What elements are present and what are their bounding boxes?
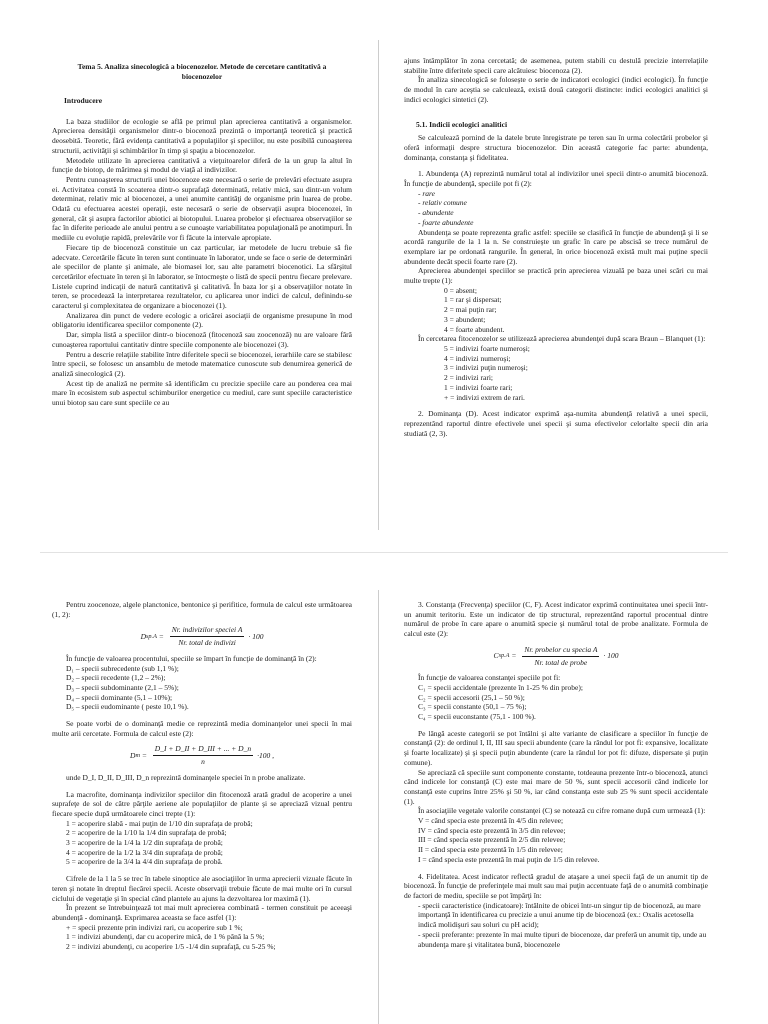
column-divider-top bbox=[378, 40, 379, 530]
intro-paragraph: Fiecare tip de biocenoză constituie un caz particular, iar metodele de lucru trebuie să fie adecvate. Cercetările făcute în teren sunt continuate în laborator, unde se face o serie de determinări ale speciilor de plante şi animale, ale biomasei lor, sau alte parametri biocenotici. La sfârşitul cercetărilor efectuate în teren şi în laborator, se întocmeşte o listă de specii pentru fiecare prelevare. Listele cuprind indicaţii de natură cantitativă şi calitativă. În baza lor şi a observaţiilor notate în teren, se procedează la interpretarea rezultatelor, cu aplicarea unor indici de calcul, definindu-se caracterul şi complexitatea de organizare a biocenozei (1). bbox=[52, 242, 352, 311]
fidelity-item: - specii caracteristice (indicatoare): întâlnite de obicei într-un singur tip de biocenoză, au mare importanţă în identificarea cu precizie a unui anume tip de biocenoză (ex.: Oxalis acetosella indică molidişuri sau soluri cu pH acid); bbox=[418, 900, 701, 930]
page-4 bbox=[404, 600, 708, 1024]
formula-factor: · 100 bbox=[248, 631, 264, 641]
roman-intro: În asociaţiile vegetale valorile constanţei (C) se notează cu cifre romane după cum urmează (1): bbox=[418, 806, 706, 816]
scale-item: 5 = indivizi foarte numeroşi; bbox=[444, 343, 530, 353]
abundance-heading: 1. Abundenţa (A) reprezintă numărul total al indivizilor unei specii dintr-o anumită biocenoză. În funcţie de abundenţă, speciile pot fi (2): bbox=[404, 169, 708, 189]
formula-lhs: D bbox=[140, 631, 146, 641]
scale-item: 1 = rar şi dispersat; bbox=[444, 295, 502, 305]
combined-paragraph: În prezent se întrebuinţează tot mai mult aprecierea combinată - termen constituit pe aceeaşi abundenţă - dominanţă. Exprimarea aceasta se face astfel (1): bbox=[52, 903, 352, 922]
dominance-class: D₂ – specii recedente (1,2 – 2%); bbox=[66, 673, 166, 683]
constancy-heading: 3. Constanţa (Frecvenţa) speciilor (C, F). Acest indicator exprimă continuitatea unei specii într-un anumit teritoriu. Este un indicator de tip structural, reprezentând raportul procentual dintre numărul de probe în care apare o anumită specie şi numărul total de probe analizate. Formula de calcul este (2): bbox=[404, 600, 708, 639]
abundance-class: - relativ comune bbox=[418, 198, 467, 208]
roman-scale-item: IV = când specia este prezentă în 3/5 din relevee; bbox=[418, 825, 566, 835]
formula-lhs-sub: sp.A bbox=[145, 632, 157, 640]
page-3 bbox=[52, 600, 352, 1024]
formula-numerator: Nr. probelor cu specia A bbox=[522, 645, 599, 657]
intro-paragraph: Pentru a descrie relaţiile stabilite între diferitele specii se biocenozei, ierarhiile care se stabilesc între specii, se folosesc un ansamblu de metode matematice cunoscute sub denumirea generică de analiză sinecologică (2). bbox=[52, 349, 352, 378]
scale-item: 3 = indivizi puţin numeroşi; bbox=[444, 363, 528, 373]
formula-denominator: Nr. total de probe bbox=[534, 657, 588, 667]
dominance-class: D₃ – specii subdominante (2,1 – 5%); bbox=[66, 682, 179, 692]
classes-intro: În funcţie de valoarea procentului, speciile se împart în funcţie de dominanţă în (2): bbox=[66, 653, 317, 663]
formula-denominator: n bbox=[201, 757, 205, 767]
scale-item: 2 = indivizi rari; bbox=[444, 373, 494, 383]
intro-paragraph: Metodele utilizate în aprecierea cantitativă a vieţuitoarelor diferă de la un grup la altul în funcţie de biotop, de mărimea şi modul de viaţă al indivizilor. bbox=[52, 155, 352, 175]
intro-paragraph: Dar, simpla listă a speciilor dintr-o biocenoză (fitocenoză sau zoocenoză) nu are valoare fără cunoaşterea raportului cantitativ dintre speciile componente ale biocenozei (3). bbox=[52, 330, 352, 349]
mean-dominance-formula: D m = $\frac{\text{D\_I + D\_II + D\_III + ... + D\_n}}{n}$ ·100 , bbox=[130, 744, 274, 767]
formula-numerator: Nr. indivizilor speciei A bbox=[170, 625, 245, 637]
abundance-graph-paragraph: Abundenţa se poate reprezenta grafic astfel: speciile se clasifică în funcţie de abundenţă şi li se acordă rangurile de la 1 la n. Se construieşte un grafic în care pe abscisă se trece numărul de exemplare iar pe ordonată rangurile. În general, în orice biocenoză există mult mai puţine specii abundente decât specii foarte rare (2). bbox=[404, 227, 708, 266]
scale-item: 3 = abundent; bbox=[444, 314, 486, 324]
formula-lhs-sub: m bbox=[135, 751, 140, 759]
dominance-class: D₅ – specii eudominante ( peste 10,1 %). bbox=[66, 702, 189, 712]
formula-intro: Pentru zoocenoze, algele planctonice, bentonice şi perifitice, formula de calcul este următoarea (1, 2): bbox=[52, 600, 352, 619]
abundance-class: - foarte abundente bbox=[418, 217, 474, 227]
roman-scale-item: III = când specia este prezentă în 2/5 din relevee; bbox=[418, 835, 566, 845]
formula-factor: ·100 , bbox=[257, 750, 274, 760]
constancy-class: C₂ = specii accesorii (25,1 – 50 %); bbox=[418, 692, 525, 702]
indicators-paragraph: În analiza sinecologică se folosește o serie de indicatori ecologici (indici ecologici). În funcţie de modul în care aceştia se calculează, există două categorii distincte: indici ecologici analitici şi indici ecologici sintetici (2). bbox=[404, 75, 708, 104]
formula-numerator: D_I + D_II + D_III + ... + D_n bbox=[153, 744, 253, 756]
intro-paragraph: Acest tip de analiză ne permite să identificăm cu precizie speciile care au ponderea cea mai mare în ecosistem sub aspectul schimburilor energetice cu mediul, care sunt speciile caracteristice unui biotop sau care sunt speciile ce au bbox=[52, 378, 352, 408]
column-divider-bottom bbox=[378, 590, 379, 1024]
cover-scale-item: 3 = acoperire de la 1/4 la 1/2 din suprafaţa de probă; bbox=[66, 838, 223, 848]
abundance-scale-intro: Aprecierea abundenţei speciilor se practică prin aprecierea vizuală pe baza unei scări cu mai multe trepte (1): bbox=[404, 266, 708, 286]
intro-paragraph: La baza studiilor de ecologie se află pe primul plan aprecierea cantitativă a organismelor. Aprecierea densităţii organismelor dintr-o biocenoză prezintă o importanţă teoretică şi practică deosebită. Teoretic, fără evidenţa cantitativă a populaţiilor şi speciilor, nu este posibilă cunoaşterea structurii, activităţii şi schimbărilor în timp şi spaţiu a biocenozelor. bbox=[52, 116, 352, 155]
cover-scale-item: 5 = acoperire de la 3/4 la 4/4 din suprafaţa de probă. bbox=[66, 857, 223, 867]
formula-lhs: C bbox=[493, 651, 499, 661]
page-2 bbox=[404, 56, 708, 516]
roman-scale-item: II = când specia este prezentă în 1/5 din relevee; bbox=[418, 845, 563, 855]
roman-scale-item: V = când specia este prezentă în 4/5 din relevee; bbox=[418, 816, 564, 826]
constancy-intro: În funcţie de valoarea constanţei speciile pot fi: bbox=[418, 673, 561, 683]
intro-paragraph: Pentru cunoaşterea structurii unei biocenoze este necesară o serie de prelevări efectuate asupra ei. Activitatea constă în scoaterea dintr-o suprafaţă determinată, relativ mică, sau dintr-un volum determinat, relativ mic al biocenozei, a unei anumite cantităţi de organisme prin luarea de probe. Odată cu efectuarea acestei operaţii, este necesară o serie de observaţii asupra biocenozei, în general, cât şi asupra factorilor abiotici ai biotopului. Luarea probelor şi efectuarea observaţiilor se fac în diferite perioade ale anului pentru a se cunoaşte variabilitatea populaţională pe anotimpuri. În mediile cu evoluţie rapidă, prelevările vor fi făcute la intervale apropiate. bbox=[52, 174, 352, 243]
continued-paragraph: ajuns întâmplător în zona cercetată; de asemenea, putem stabili cu destulă precizie interrelaţiile stabilite între diferitele specii care alcătuiesc biocenoza (2). bbox=[404, 56, 708, 75]
dominance-class: D₁ – specii subrecedente (sub 1,1 %); bbox=[66, 663, 179, 673]
constancy-class: C₃ = specii constante (50,1 – 75 %); bbox=[418, 702, 527, 712]
scale-item: 4 = foarte abundent. bbox=[444, 324, 505, 334]
cover-scale-item: 2 = acoperire de la 1/10 la 1/4 din suprafaţa de probă; bbox=[66, 828, 227, 838]
combined-scale-item: + = specii prezente prin indivizi rari, cu acoperire sub 1 %; bbox=[66, 922, 243, 932]
dominance-class: D₄ – specii dominante (5,1 – 10%); bbox=[66, 692, 173, 702]
document-title: Tema 5. Analiza sinecologică a biocenozelor. Metode de cercetare cantitativă a biocenozelor bbox=[77, 62, 327, 81]
cover-scale-item: 4 = acoperire de la 1/2 la 3/4 din suprafaţa de probă; bbox=[66, 847, 223, 857]
dominance-heading: 2. Dominanţa (D). Acest indicator exprimă aşa-numita abundenţă relativă a unei specii, reprezentând raportul dintre efectivele unei specii şi suma efectivelor celorlalte specii din aria studiată (2, 3). bbox=[404, 409, 708, 438]
fidelity-item: - specii preferante: prezente în mai multe tipuri de biocenoze, dar preferă un anumit tip, unde au abundenţa mare şi vitalitatea bună, biocenozele bbox=[418, 929, 707, 949]
roman-scale-item: I = când specia este prezentă în mai puţin de 1/5 din relevee. bbox=[418, 854, 600, 864]
page-row-divider bbox=[40, 552, 728, 553]
constancy-class: C₄ = specii euconstante (75,1 - 100 %). bbox=[418, 712, 536, 722]
macrophytes-paragraph: La macrofite, dominanţa indivizilor speciilor din fitocenoză arată gradul de acoperire a unei suprafeţe de sol de către părţile aeriene ale populaţiilor de plante şi se apreciază vizual pentru fiecare specie după următoarele cinci trepte (1): bbox=[52, 789, 352, 818]
page-1 bbox=[52, 56, 352, 516]
braun-blanquet-intro: În cercetarea fitocenozelor se utilizează aprecierea abundenţei după scara Braun – Blanquet (1): bbox=[418, 334, 706, 344]
scale-item: 0 = absent; bbox=[444, 285, 477, 295]
intro-paragraph: Analizarea din punct de vedere ecologic a oricărei asociaţii de organisme presupune în mod obligatoriu identificarea speciilor componente (2). bbox=[52, 310, 352, 330]
formula-factor: · 100 bbox=[603, 651, 619, 661]
constancy-class: C₁ = specii accidentale (prezente în 1-25 % din probe); bbox=[418, 682, 583, 692]
combined-scale-item: 2 = indivizi abundenţi, cu acoperire 1/5 -1/4 din suprafaţă, cu 5-25 %; bbox=[66, 942, 276, 952]
constancy-formula: C sp.A = $\frac{\text{Nr. probelor cu specia A}}{\text{Nr. total de probe}}$ · 100 bbox=[493, 644, 619, 667]
mean-dominance-paragraph: Se poate vorbi de o dominanţă medie ce reprezintă media dominanţelor unei specii în mai multe arii cercetate. Formula de calcul este (2): bbox=[52, 719, 352, 738]
abundance-class: - rare bbox=[418, 188, 436, 198]
formula-denominator: Nr. total de indivizi bbox=[178, 638, 236, 648]
scale-item: 2 = mai puţin rar; bbox=[444, 305, 497, 315]
formula-lhs-sub: sp.A bbox=[498, 652, 510, 660]
scale-item: 4 = indivizi numeroşi; bbox=[444, 353, 511, 363]
combined-scale-item: 1 = indivizi abundenţi, dar cu acoperire mică, de 1 % până la 5 %; bbox=[66, 932, 265, 942]
formula-where: unde D_I, D_II, D_III, D_n reprezintă dominanţele speciei în n probe analizate. bbox=[66, 772, 306, 782]
scale-item: + = indivizi extrem de rari. bbox=[444, 392, 525, 402]
cover-scale-item: 1 = acoperire slabă - mai puţin de 1/10 din suprafaţa de probă; bbox=[66, 818, 253, 828]
section-paragraph: Se calculează pornind de la datele brute înregistrate pe teren sau în urma colectării probelor şi oferă informaţii despre structura biocenozelor. Din această categorie fac parte: abundenţa, dominanţa, constanţa şi fidelitatea. bbox=[404, 133, 708, 162]
section-heading: 5.1. Indicii ecologici analitici bbox=[416, 119, 508, 129]
intro-heading: Introducere bbox=[64, 96, 103, 105]
fidelity-heading: 4. Fidelitatea. Acest indicator reflectă gradul de ataşare a unei specii faţă de un anumit tip de biocenoză. În funcţie de preferinţele mai mult sau mai puţin accentuate faţă de o anumită combinaţie de factori de mediu, speciile se pot împărţi în: bbox=[404, 871, 708, 900]
scale-item: 1 = indivizi foarte rari; bbox=[444, 382, 513, 392]
variants-paragraph: Pe lângă aceste categorii se pot întâlni şi alte variante de clasificare a speciilor în funcţie de constanţă (2): de ordinul I, II, III sau specii abundente (care la rândul lor pot fi: expansive, localizate şi foarte localizate) şi şi specii puţin abundente (care la rândul lor pot fi: difuze, dispersate şi puţin comune). bbox=[404, 728, 708, 767]
formula-lhs: D bbox=[130, 750, 136, 760]
compare-paragraph: Se apreciază că speciile sunt componente constante, totdeauna prezente într-o biocenoză, atunci când indicele lor constanţă (C) este mai mare de 50 %, sunt specii accesorii când indicele lor constanţă este cuprins între 25% şi 50 %, iar când constanţa este sub 25 % sunt specii accidentale (1). bbox=[404, 767, 708, 806]
dominance-formula: D sp.A = $\frac{\text{Nr. indivizilor speciei A}}{\text{Nr. total de indivizi}}$ · 100 bbox=[140, 625, 264, 648]
figures-paragraph: Cifrele de la 1 la 5 se trec în tabele sinoptice ale asociaţiilor în urma aprecierii vizuale făcute în teren şi notate în dreptul fiecărei specii. Aceste observaţii trebuie făcute de mai multe ori în cursul ciclului de vegetaţie şi în special când plantele au ajuns la dezvoltarea lor maximă (1). bbox=[52, 874, 352, 903]
abundance-class: - abundente bbox=[418, 208, 454, 218]
